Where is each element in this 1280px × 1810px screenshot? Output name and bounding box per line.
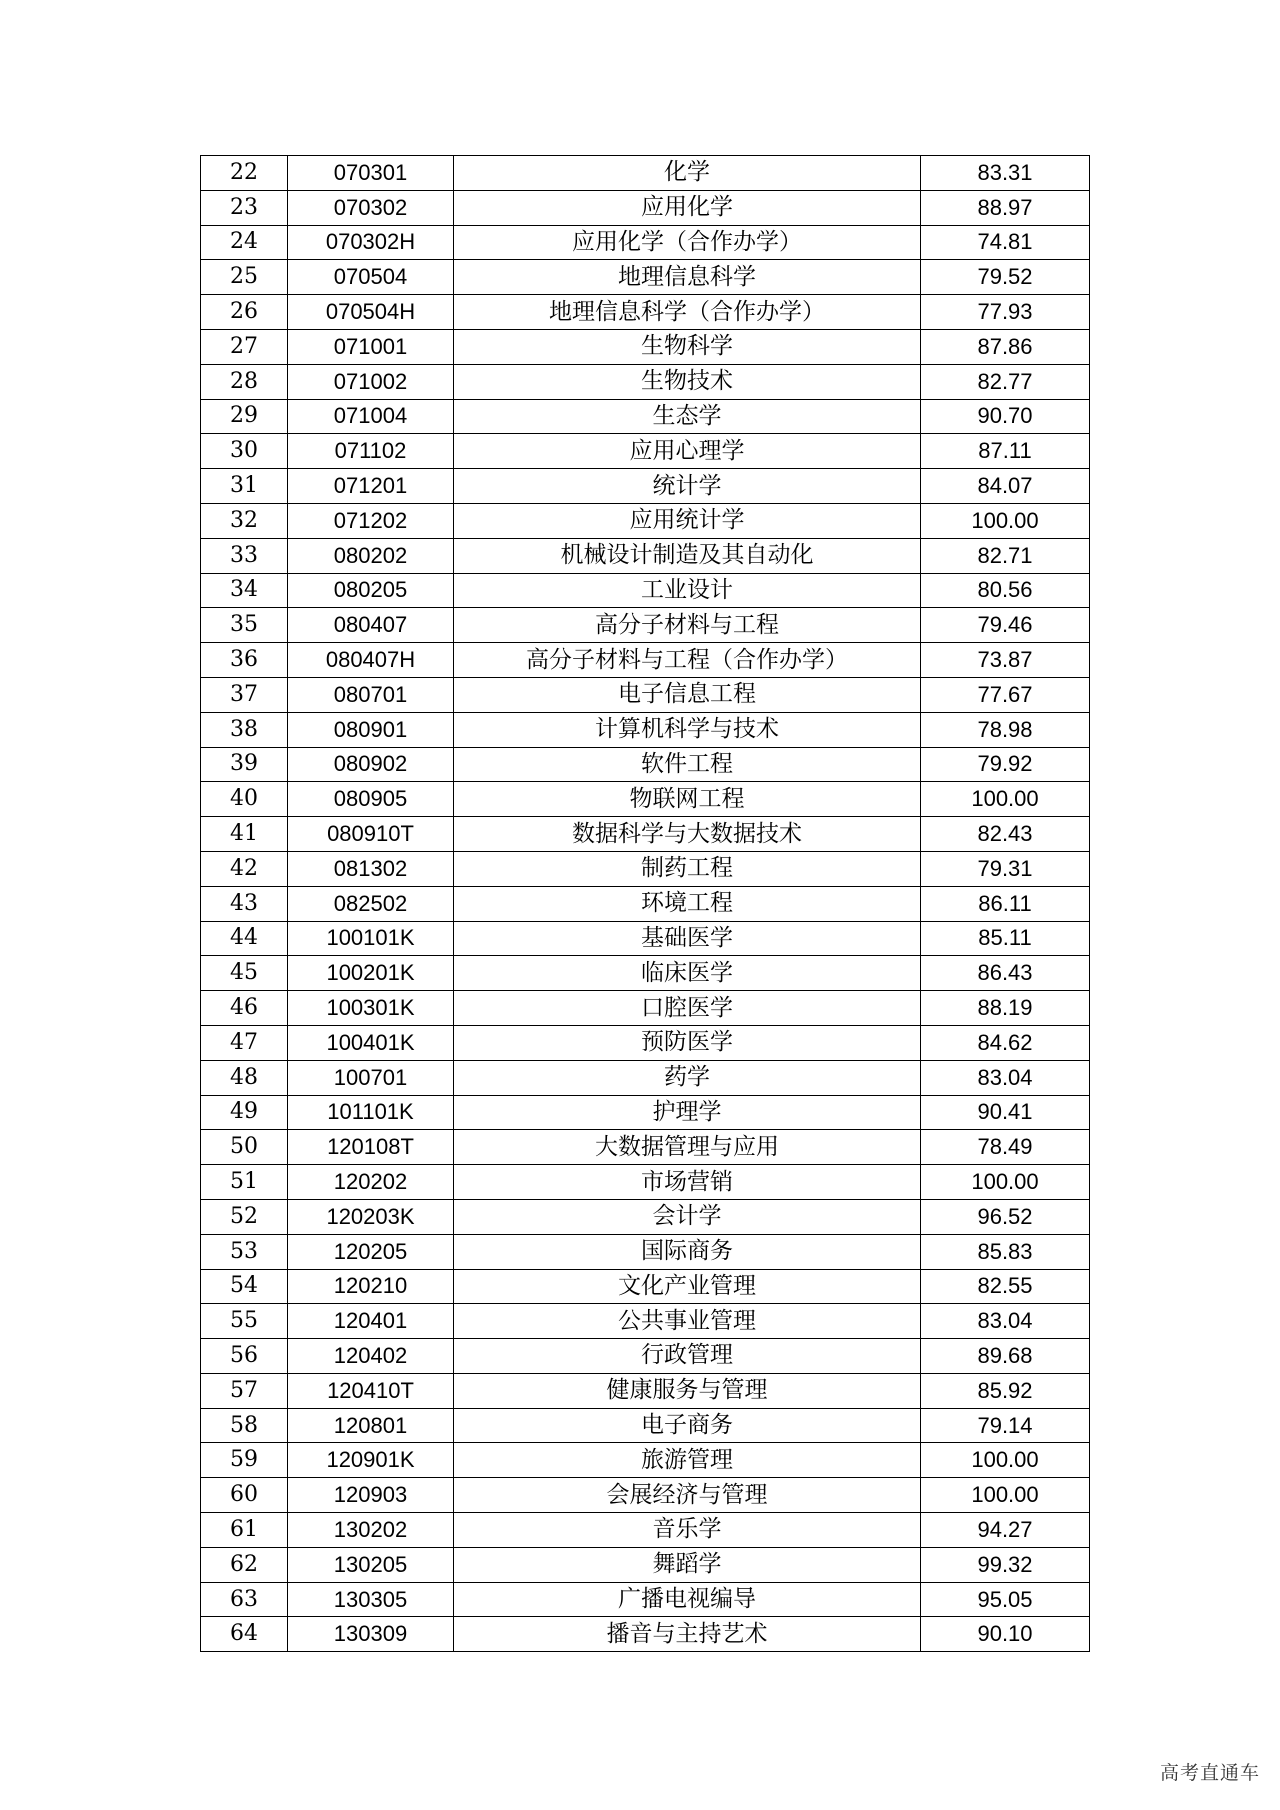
major-name-cell: 会计学 [454,1199,921,1234]
major-name-cell: 基础医学 [454,921,921,956]
major-code-cell: 071002 [288,364,454,399]
major-name-cell: 环境工程 [454,886,921,921]
score-cell: 83.04 [921,1060,1090,1095]
table-row [201,156,1090,191]
table-row [201,1339,1090,1374]
score-cell: 84.62 [921,1025,1090,1060]
score-cell: 77.93 [921,295,1090,330]
major-name-cell: 生物科学 [454,329,921,364]
row-index-cell: 51 [201,1165,288,1200]
row-index-cell: 33 [201,538,288,573]
major-name-cell: 化学 [454,156,921,191]
major-name-cell: 播音与主持艺术 [454,1617,921,1652]
row-index-cell: 42 [201,851,288,886]
table-row [201,1582,1090,1617]
score-cell: 79.31 [921,851,1090,886]
major-name-cell: 临床医学 [454,956,921,991]
major-code-cell: 100301K [288,991,454,1026]
table-row [201,886,1090,921]
table-row [201,921,1090,956]
score-cell: 100.00 [921,782,1090,817]
major-name-cell: 旅游管理 [454,1443,921,1478]
major-code-cell: 070301 [288,156,454,191]
major-name-cell: 行政管理 [454,1339,921,1374]
table-row [201,991,1090,1026]
major-name-cell: 护理学 [454,1095,921,1130]
major-code-cell: 080902 [288,747,454,782]
major-name-cell: 会展经济与管理 [454,1478,921,1513]
major-name-cell: 机械设计制造及其自动化 [454,538,921,573]
major-name-cell: 公共事业管理 [454,1304,921,1339]
major-code-cell: 130205 [288,1547,454,1582]
major-name-cell: 口腔医学 [454,991,921,1026]
row-index-cell: 62 [201,1547,288,1582]
major-name-cell: 健康服务与管理 [454,1373,921,1408]
major-code-cell: 082502 [288,886,454,921]
score-cell: 79.46 [921,608,1090,643]
score-cell: 100.00 [921,1443,1090,1478]
row-index-cell: 55 [201,1304,288,1339]
table-row [201,956,1090,991]
major-code-cell: 071202 [288,503,454,538]
major-code-cell: 120210 [288,1269,454,1304]
row-index-cell: 28 [201,364,288,399]
row-index-cell: 57 [201,1373,288,1408]
row-index-cell: 64 [201,1617,288,1652]
major-name-cell: 市场营销 [454,1165,921,1200]
table-row [201,1165,1090,1200]
row-index-cell: 44 [201,921,288,956]
major-code-cell: 071201 [288,469,454,504]
row-index-cell: 40 [201,782,288,817]
table-row [201,1025,1090,1060]
major-name-cell: 文化产业管理 [454,1269,921,1304]
table-row [201,1095,1090,1130]
major-code-cell: 120203K [288,1199,454,1234]
score-cell: 100.00 [921,503,1090,538]
score-cell: 100.00 [921,1165,1090,1200]
row-index-cell: 26 [201,295,288,330]
row-index-cell: 52 [201,1199,288,1234]
major-code-cell: 130309 [288,1617,454,1652]
major-code-cell: 080905 [288,782,454,817]
row-index-cell: 63 [201,1582,288,1617]
row-index-cell: 39 [201,747,288,782]
major-name-cell: 数据科学与大数据技术 [454,817,921,852]
major-code-cell: 120903 [288,1478,454,1513]
row-index-cell: 58 [201,1408,288,1443]
table-row [201,399,1090,434]
row-index-cell: 43 [201,886,288,921]
major-code-cell: 070302 [288,190,454,225]
score-cell: 90.70 [921,399,1090,434]
major-code-cell: 130305 [288,1582,454,1617]
table-row [201,1304,1090,1339]
table-row [201,1269,1090,1304]
watermark-text: 高考直通车 [1159,1762,1260,1784]
table-row [201,1547,1090,1582]
major-name-cell: 药学 [454,1060,921,1095]
table-row [201,295,1090,330]
row-index-cell: 48 [201,1060,288,1095]
major-code-cell: 120402 [288,1339,454,1374]
major-code-cell: 130202 [288,1513,454,1548]
score-cell: 79.92 [921,747,1090,782]
score-cell: 80.56 [921,573,1090,608]
major-name-cell: 软件工程 [454,747,921,782]
table-row [201,643,1090,678]
score-cell: 82.71 [921,538,1090,573]
major-name-cell: 制药工程 [454,851,921,886]
score-cell: 73.87 [921,643,1090,678]
row-index-cell: 25 [201,260,288,295]
table-row [201,1234,1090,1269]
score-cell: 83.04 [921,1304,1090,1339]
major-score-table [200,155,1090,1652]
major-code-cell: 080205 [288,573,454,608]
row-index-cell: 41 [201,817,288,852]
major-code-cell: 071102 [288,434,454,469]
major-name-cell: 预防医学 [454,1025,921,1060]
score-cell: 99.32 [921,1547,1090,1582]
table-row [201,817,1090,852]
major-code-cell: 071004 [288,399,454,434]
major-name-cell: 广播电视编导 [454,1582,921,1617]
score-cell: 87.86 [921,329,1090,364]
major-name-cell: 应用统计学 [454,503,921,538]
score-cell: 77.67 [921,677,1090,712]
major-code-cell: 080407 [288,608,454,643]
major-code-cell: 120410T [288,1373,454,1408]
row-index-cell: 29 [201,399,288,434]
major-name-cell: 应用化学 [454,190,921,225]
score-cell: 88.19 [921,991,1090,1026]
major-name-cell: 应用化学（合作办学） [454,225,921,260]
row-index-cell: 56 [201,1339,288,1374]
score-cell: 96.52 [921,1199,1090,1234]
table-row [201,538,1090,573]
major-code-cell: 080202 [288,538,454,573]
table-row [201,608,1090,643]
score-cell: 74.81 [921,225,1090,260]
row-index-cell: 36 [201,643,288,678]
row-index-cell: 30 [201,434,288,469]
table-row [201,364,1090,399]
major-code-cell: 100701 [288,1060,454,1095]
table-row [201,434,1090,469]
table-row [201,503,1090,538]
table-row [201,573,1090,608]
major-name-cell: 物联网工程 [454,782,921,817]
major-code-cell: 080407H [288,643,454,678]
major-code-cell: 100201K [288,956,454,991]
row-index-cell: 45 [201,956,288,991]
row-index-cell: 54 [201,1269,288,1304]
score-cell: 83.31 [921,156,1090,191]
major-name-cell: 生态学 [454,399,921,434]
table-row [201,1443,1090,1478]
row-index-cell: 31 [201,469,288,504]
major-code-cell: 100401K [288,1025,454,1060]
score-cell: 84.07 [921,469,1090,504]
major-name-cell: 高分子材料与工程 [454,608,921,643]
major-name-cell: 电子商务 [454,1408,921,1443]
row-index-cell: 22 [201,156,288,191]
table-row [201,1199,1090,1234]
table-row [201,1513,1090,1548]
row-index-cell: 50 [201,1130,288,1165]
score-cell: 78.49 [921,1130,1090,1165]
major-name-cell: 统计学 [454,469,921,504]
major-code-cell: 120202 [288,1165,454,1200]
major-code-cell: 120901K [288,1443,454,1478]
score-cell: 89.68 [921,1339,1090,1374]
row-index-cell: 37 [201,677,288,712]
row-index-cell: 23 [201,190,288,225]
table-row [201,747,1090,782]
table-row [201,782,1090,817]
major-code-cell: 080910T [288,817,454,852]
major-name-cell: 国际商务 [454,1234,921,1269]
score-cell: 85.83 [921,1234,1090,1269]
major-name-cell: 生物技术 [454,364,921,399]
score-cell: 95.05 [921,1582,1090,1617]
major-code-cell: 101101K [288,1095,454,1130]
major-name-cell: 应用心理学 [454,434,921,469]
row-index-cell: 53 [201,1234,288,1269]
row-index-cell: 34 [201,573,288,608]
major-code-cell: 070504 [288,260,454,295]
score-cell: 100.00 [921,1478,1090,1513]
major-name-cell: 高分子材料与工程（合作办学） [454,643,921,678]
row-index-cell: 60 [201,1478,288,1513]
major-code-cell: 120801 [288,1408,454,1443]
major-code-cell: 120108T [288,1130,454,1165]
row-index-cell: 61 [201,1513,288,1548]
score-cell: 82.77 [921,364,1090,399]
score-cell: 82.55 [921,1269,1090,1304]
score-cell: 94.27 [921,1513,1090,1548]
table-row [201,1617,1090,1652]
score-cell: 88.97 [921,190,1090,225]
row-index-cell: 49 [201,1095,288,1130]
major-name-cell: 大数据管理与应用 [454,1130,921,1165]
row-index-cell: 47 [201,1025,288,1060]
score-cell: 90.41 [921,1095,1090,1130]
table-row [201,1408,1090,1443]
score-cell: 86.43 [921,956,1090,991]
table-row [201,1478,1090,1513]
major-name-cell: 地理信息科学（合作办学） [454,295,921,330]
major-name-cell: 电子信息工程 [454,677,921,712]
major-name-cell: 舞蹈学 [454,1547,921,1582]
table-row [201,1130,1090,1165]
score-cell: 85.92 [921,1373,1090,1408]
table-row [201,225,1090,260]
table-body [201,156,1090,1652]
score-cell: 82.43 [921,817,1090,852]
major-name-cell: 工业设计 [454,573,921,608]
major-name-cell: 地理信息科学 [454,260,921,295]
score-cell: 79.52 [921,260,1090,295]
score-cell: 79.14 [921,1408,1090,1443]
major-name-cell: 音乐学 [454,1513,921,1548]
major-code-cell: 071001 [288,329,454,364]
table-row [201,469,1090,504]
table-row [201,329,1090,364]
score-cell: 87.11 [921,434,1090,469]
row-index-cell: 46 [201,991,288,1026]
table-row [201,260,1090,295]
major-code-cell: 080901 [288,712,454,747]
table-row [201,851,1090,886]
score-cell: 85.11 [921,921,1090,956]
major-code-cell: 100101K [288,921,454,956]
row-index-cell: 35 [201,608,288,643]
major-code-cell: 070504H [288,295,454,330]
major-code-cell: 081302 [288,851,454,886]
score-cell: 86.11 [921,886,1090,921]
row-index-cell: 38 [201,712,288,747]
major-name-cell: 计算机科学与技术 [454,712,921,747]
row-index-cell: 59 [201,1443,288,1478]
table-row [201,677,1090,712]
row-index-cell: 32 [201,503,288,538]
major-code-cell: 070302H [288,225,454,260]
row-index-cell: 27 [201,329,288,364]
major-code-cell: 120205 [288,1234,454,1269]
row-index-cell: 24 [201,225,288,260]
table-row [201,190,1090,225]
table-row [201,1060,1090,1095]
table-row [201,712,1090,747]
major-code-cell: 120401 [288,1304,454,1339]
score-cell: 90.10 [921,1617,1090,1652]
major-code-cell: 080701 [288,677,454,712]
score-cell: 78.98 [921,712,1090,747]
table-row [201,1373,1090,1408]
